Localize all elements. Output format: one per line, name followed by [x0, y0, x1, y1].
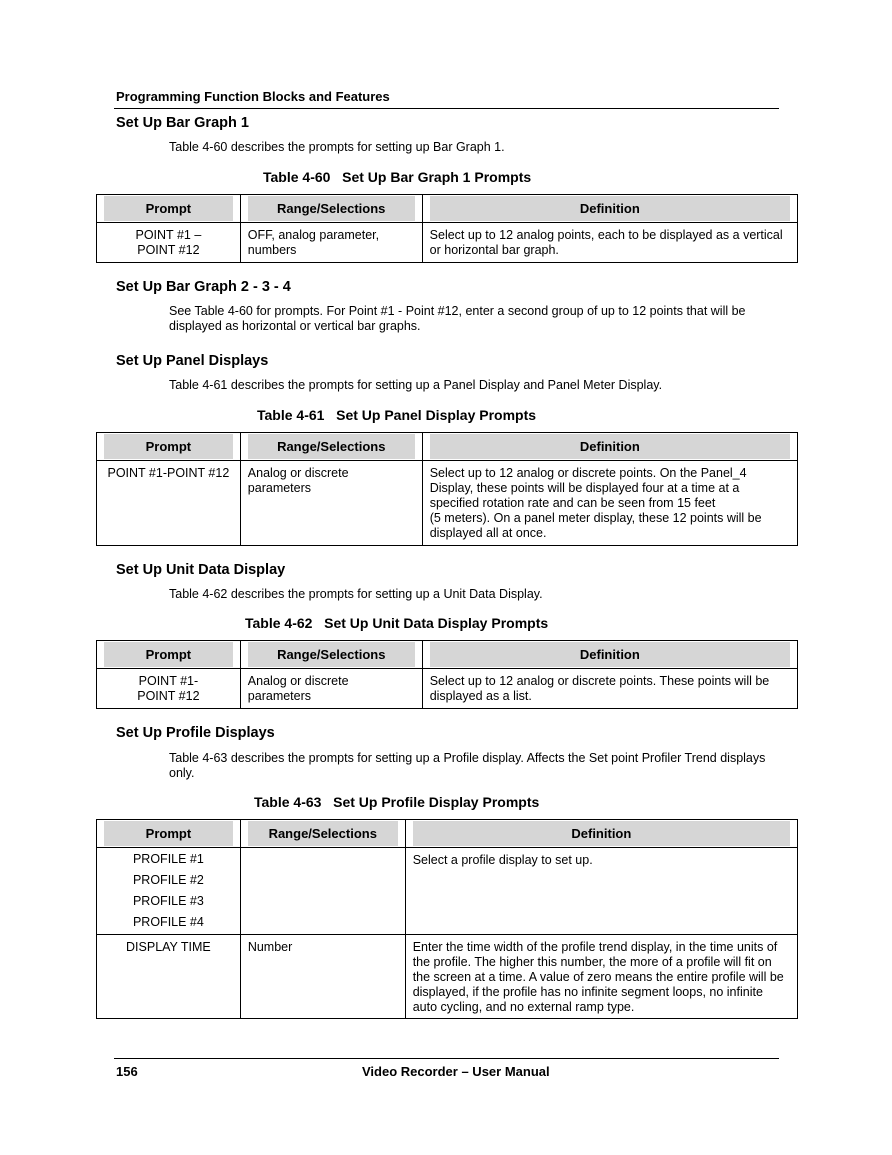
col-header-definition: Definition [413, 821, 790, 846]
table-caption-4-62: Table 4-62 Set Up Unit Data Display Prompts [245, 615, 549, 631]
range-cell: Number [247, 940, 293, 954]
section-heading-unit-data-display: Set Up Unit Data Display [116, 562, 286, 578]
section-heading-profile-displays: Set Up Profile Displays [116, 725, 275, 741]
table-4-61 [96, 432, 798, 546]
col-header-prompt: Prompt [104, 642, 233, 667]
prompt-cell-profile-1: PROFILE #1 [132, 852, 204, 866]
prompt-cell-line2: POINT #12 [137, 243, 200, 257]
prompt-cell-line1: POINT #1 – [135, 228, 202, 242]
footer-title: Video Recorder – User Manual [362, 1064, 550, 1079]
col-header-definition: Definition [430, 434, 790, 459]
col-header-range: Range/Selections [248, 434, 415, 459]
table-4-60 [96, 194, 798, 263]
prompt-cell-line2: POINT #12 [137, 689, 200, 703]
table-4-63 [96, 819, 798, 1019]
table-row [97, 223, 798, 263]
page-number: 156 [116, 1064, 138, 1079]
range-cell: Analog or discrete parameters [247, 674, 349, 703]
definition-cell: Select a profile display to set up. [412, 853, 593, 867]
prompt-cell-line1: POINT #1- [138, 674, 199, 688]
table-caption-4-60: Table 4-60 Set Up Bar Graph 1 Prompts [263, 169, 532, 185]
range-cell: OFF, analog parameter, numbers [247, 228, 380, 257]
prompt-cell: POINT #1-POINT #12 [107, 466, 230, 480]
col-header-range: Range/Selections [248, 196, 415, 221]
col-header-range: Range/Selections [248, 821, 398, 846]
section-intro-unit-data-display: Table 4-62 describes the prompts for setting up a Unit Data Display. [169, 587, 543, 601]
section-heading-bar-graph-2-3-4: Set Up Bar Graph 2 - 3 - 4 [116, 279, 291, 295]
col-header-definition: Definition [430, 196, 790, 221]
table-row [97, 669, 798, 709]
section-intro-panel-displays: Table 4-61 describes the prompts for setting up a Panel Display and Panel Meter Display. [169, 378, 663, 392]
prompt-cell-profile-4: PROFILE #4 [132, 915, 204, 929]
col-header-prompt: Prompt [104, 434, 233, 459]
col-header-prompt: Prompt [104, 821, 233, 846]
range-cell: Analog or discrete parameters [247, 466, 349, 495]
definition-cell-line2: (5 meters). On a panel meter display, these 12 points will be displayed all at once. [429, 511, 762, 540]
section-intro-bar-graph-1: Table 4-60 describes the prompts for setting up Bar Graph 1. [169, 140, 505, 154]
table-4-62 [96, 640, 798, 709]
definition-cell: Select up to 12 analog points, each to be displayed as a vertical or horizontal bar graph. [429, 228, 783, 257]
definition-cell-line1: Select up to 12 analog or discrete points. On the Panel_4 Display, these points will be displayed four at a time at a specified rotation rate and can be seen from 15 feet [429, 466, 747, 510]
table-caption-4-61: Table 4-61 Set Up Panel Display Prompts [257, 407, 537, 423]
definition-cell: Select up to 12 analog or discrete points. These points will be displayed as a list. [429, 674, 770, 703]
prompt-cell-profile-3: PROFILE #3 [132, 894, 204, 908]
section-heading-panel-displays: Set Up Panel Displays [116, 353, 269, 369]
col-header-prompt: Prompt [104, 196, 233, 221]
table-row [97, 461, 798, 546]
running-header: Programming Function Blocks and Features [116, 89, 390, 104]
table-row [97, 935, 798, 1019]
col-header-definition: Definition [430, 642, 790, 667]
prompt-cell-profile-2: PROFILE #2 [132, 873, 204, 887]
section-intro-profile-displays: Table 4-63 describes the prompts for setting up a Profile display. Affects the Set point Profiler Trend displays only. [169, 751, 766, 780]
col-header-range: Range/Selections [248, 642, 415, 667]
section-intro-bar-graph-2-3-4: See Table 4-60 for prompts. For Point #1 - Point #12, enter a second group of up to 12 points that will be displayed as horizontal or vertical bar graphs. [169, 304, 746, 333]
table-caption-4-63: Table 4-63 Set Up Profile Display Prompts [254, 794, 540, 810]
prompt-cell: DISPLAY TIME [126, 940, 211, 954]
section-heading-bar-graph-1: Set Up Bar Graph 1 [116, 115, 249, 131]
header-rule [114, 108, 779, 109]
table-row [97, 848, 798, 935]
footer-rule [114, 1058, 779, 1059]
definition-cell: Enter the time width of the profile trend display, in the time units of the profile. The higher this number, the more of a profile will fit on the screen at a time. A value of zero means the entire profile will be displayed, if the profile has no infinite segment loops, no infinite auto cycling, and no external ramp type. [412, 940, 784, 1014]
